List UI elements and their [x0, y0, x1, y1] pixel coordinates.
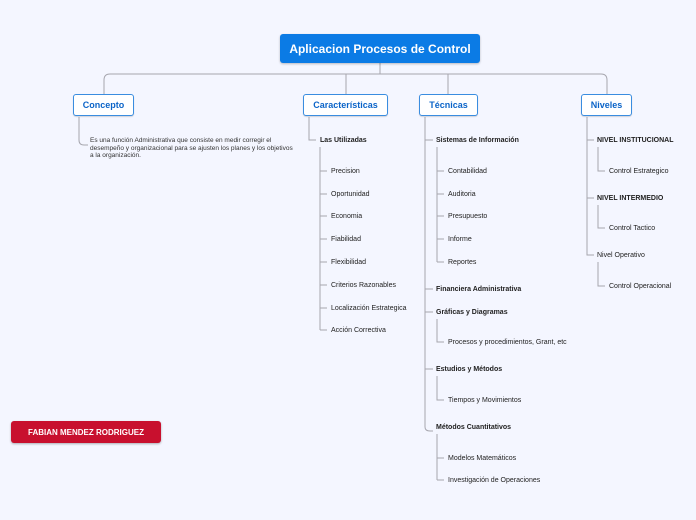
tecnica-estudios[interactable]: Estudios y Métodos — [436, 366, 503, 373]
nivel-operativo[interactable]: Nivel Operativo — [597, 252, 645, 259]
tecnica-subitem[interactable]: Tiempos y Movimientos — [448, 397, 522, 404]
caracteristicas-group[interactable]: Las Utilizadas — [320, 137, 367, 144]
tecnica-subitem[interactable]: Auditoria — [448, 191, 476, 198]
concepto-text: Es una función Administrativa que consiste en medir corregir el desempeño y organizacional para se ajusten los planes y los objetivos a la organización. — [90, 137, 293, 159]
root-topic[interactable]: Aplicacion Procesos de Control — [280, 34, 480, 63]
caracteristica-item[interactable]: Flexibilidad — [331, 259, 367, 266]
nivel-intermedio[interactable]: NIVEL INTERMEDIO — [597, 195, 664, 202]
caracteristica-item[interactable]: Precision — [331, 168, 360, 175]
tecnica-subitem[interactable]: Reportes — [448, 259, 477, 266]
caracteristica-item[interactable]: Acción Correctiva — [331, 327, 386, 334]
tecnica-financiera[interactable]: Financiera Administrativa — [436, 286, 522, 293]
caracteristica-item[interactable]: Fiabilidad — [331, 236, 361, 243]
author-badge[interactable]: FABIAN MENDEZ RODRIGUEZ — [11, 421, 161, 443]
tecnica-subitem[interactable]: Procesos y procedimientos, Grant, etc — [448, 339, 567, 346]
topic-niveles[interactable]: Niveles — [581, 94, 632, 116]
nivel-subitem[interactable]: Control Tactico — [609, 225, 656, 232]
caracteristica-item[interactable]: Economia — [331, 213, 363, 220]
tecnica-subitem[interactable]: Presupuesto — [448, 213, 488, 220]
topic-concepto[interactable]: Concepto — [73, 94, 134, 116]
caracteristica-item[interactable]: Criterios Razonables — [331, 282, 396, 289]
tecnica-metodos[interactable]: Métodos Cuantitativos — [436, 424, 512, 431]
tecnica-subitem[interactable]: Informe — [448, 236, 472, 243]
nivel-institucional[interactable]: NIVEL INSTITUCIONAL — [597, 137, 674, 144]
topic-tecnicas[interactable]: Técnicas — [419, 94, 478, 116]
tecnica-subitem[interactable]: Contabilidad — [448, 168, 487, 175]
nivel-subitem[interactable]: Control Estrategico — [609, 168, 669, 175]
nivel-subitem[interactable]: Control Operacional — [609, 283, 672, 290]
tecnica-sistemas[interactable]: Sistemas de Información — [436, 137, 519, 144]
tecnica-graficas[interactable]: Gráficas y Diagramas — [436, 309, 508, 316]
tecnica-subitem[interactable]: Modelos Matemáticos — [448, 455, 517, 462]
caracteristica-item[interactable]: Oportunidad — [331, 191, 370, 198]
tecnica-subitem[interactable]: Investigación de Operaciones — [448, 477, 541, 484]
topic-caracteristicas[interactable]: Características — [303, 94, 388, 116]
caracteristica-item[interactable]: Localización Estrategica — [331, 305, 407, 312]
